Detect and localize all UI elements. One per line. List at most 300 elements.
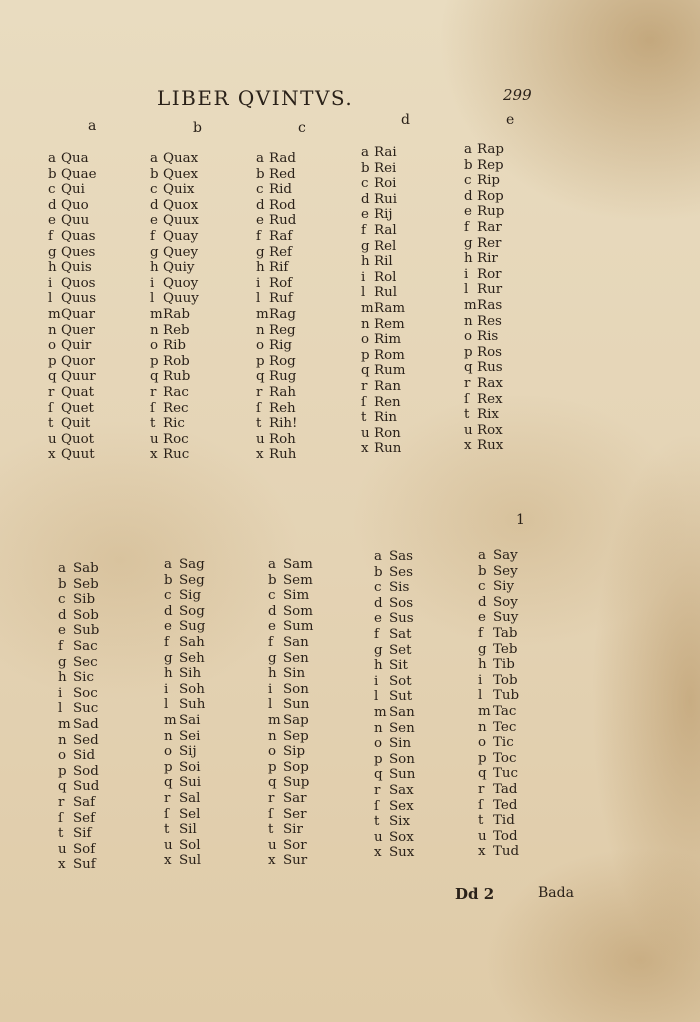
syllable-row — [478, 642, 519, 658]
syllable-row — [464, 392, 504, 408]
top-column-1 — [48, 151, 97, 463]
syllable-row — [374, 580, 415, 596]
syllable-row — [256, 182, 297, 198]
row-key: p — [268, 759, 277, 775]
syllable: Sac — [73, 638, 98, 654]
row-key: r — [478, 781, 485, 797]
syllable: Sif — [73, 826, 92, 842]
syllable: Run — [374, 441, 402, 457]
syllable: Tub — [493, 688, 520, 704]
syllable: Quuy — [163, 291, 199, 307]
syllable-row — [164, 557, 205, 573]
syllable: Sip — [283, 744, 306, 760]
row-key: m — [361, 300, 374, 316]
syllable: Quoy — [163, 275, 199, 291]
syllable-row — [361, 285, 405, 301]
row-key: f — [374, 626, 379, 642]
syllable: Rex — [477, 391, 503, 407]
syllable-row — [374, 752, 415, 768]
syllable-row — [48, 260, 97, 276]
row-key: r — [256, 384, 263, 400]
row-key: h — [256, 260, 265, 276]
syllable-row — [150, 401, 199, 417]
syllable: Set — [389, 642, 412, 658]
row-key: h — [58, 670, 67, 686]
row-key: a — [374, 549, 382, 564]
row-key: e — [48, 213, 56, 229]
syllable: Quet — [61, 400, 94, 416]
syllable: Ram — [374, 300, 406, 316]
syllable: Soy — [493, 594, 518, 610]
syllable-row — [150, 447, 199, 463]
row-key: ſ — [268, 806, 273, 822]
row-key: b — [374, 564, 383, 580]
syllable: Quax — [163, 151, 199, 166]
row-key: q — [150, 369, 159, 385]
row-key: l — [150, 291, 155, 307]
top-column-2 — [150, 151, 199, 463]
syllable: Sic — [73, 670, 94, 686]
syllable: Sen — [283, 650, 309, 666]
row-key: e — [464, 204, 472, 220]
syllable: Ran — [374, 378, 401, 394]
syllable-row — [478, 548, 519, 564]
syllable: Sex — [389, 798, 414, 814]
syllable-row — [150, 198, 199, 214]
row-key: g — [58, 654, 67, 670]
row-key: q — [48, 369, 57, 385]
syllable: Rip — [477, 173, 500, 189]
syllable: Suh — [179, 697, 206, 713]
syllable: San — [283, 634, 309, 650]
syllable: Ruh — [269, 447, 297, 463]
row-key: n — [164, 728, 173, 744]
syllable-row — [58, 842, 99, 858]
syllable: Rol — [374, 269, 397, 285]
syllable: Quex — [163, 166, 199, 182]
syllable-row — [58, 717, 99, 733]
syllable: Tob — [493, 672, 518, 688]
syllable-row — [478, 595, 519, 611]
syllable: Soi — [179, 759, 201, 775]
syllable: Rij — [374, 207, 393, 223]
syllable-row — [478, 720, 519, 736]
row-key: o — [48, 338, 57, 354]
row-key: n — [48, 322, 57, 338]
syllable-row — [268, 651, 314, 667]
syllable: Soh — [179, 681, 205, 697]
row-key: i — [268, 681, 273, 697]
syllable: Res — [477, 313, 502, 329]
row-key: f — [150, 228, 155, 244]
syllable: Rog — [269, 353, 296, 369]
top-column-4 — [361, 145, 405, 457]
row-key: ſ — [164, 806, 169, 822]
syllable-row — [48, 276, 97, 292]
row-key: b — [256, 166, 265, 182]
row-key: d — [48, 197, 57, 213]
syllable-row — [268, 791, 314, 807]
syllable-row — [48, 245, 97, 261]
syllable: Rum — [374, 363, 406, 379]
row-key: t — [268, 822, 274, 838]
syllable-row — [164, 822, 205, 838]
syllable-row — [48, 182, 97, 198]
row-key: n — [150, 322, 159, 338]
signature-mark: Dd 2 — [455, 885, 495, 903]
row-key: q — [374, 767, 383, 783]
syllable: Ses — [389, 564, 413, 580]
syllable: Sub — [73, 623, 100, 639]
syllable-row — [464, 423, 504, 439]
syllable: Sem — [283, 572, 313, 588]
row-key: n — [374, 720, 383, 736]
row-key: p — [478, 750, 487, 766]
syllable: Rei — [374, 160, 397, 176]
row-key: o — [164, 744, 173, 760]
syllable-row — [374, 736, 415, 752]
syllable-row — [268, 697, 314, 713]
row-key: l — [361, 285, 366, 301]
syllable: Rur — [477, 282, 503, 298]
column-letter-d: d — [401, 112, 410, 128]
syllable-row — [464, 314, 504, 330]
row-key: i — [48, 275, 53, 291]
row-key: u — [256, 431, 265, 447]
syllable: Quar — [61, 306, 95, 322]
row-key: i — [58, 685, 63, 701]
syllable-row — [150, 213, 199, 229]
syllable: Quu — [61, 213, 90, 229]
row-key: q — [58, 779, 67, 795]
syllable-row — [164, 713, 205, 729]
syllable: Sit — [389, 658, 408, 674]
row-key: r — [150, 384, 157, 400]
row-key: r — [361, 378, 368, 394]
row-key: g — [464, 235, 473, 251]
syllable-row — [48, 369, 97, 385]
syllable-row — [58, 826, 99, 842]
syllable: Sos — [389, 595, 414, 611]
syllable: Rod — [269, 197, 296, 213]
syllable: Sap — [283, 712, 309, 728]
row-key: b — [464, 157, 473, 173]
syllable-row — [374, 767, 415, 783]
syllable: Ted — [493, 797, 518, 813]
syllable: Quix — [163, 182, 195, 198]
row-key: ſ — [58, 810, 63, 826]
syllable-row — [58, 764, 99, 780]
row-key: ſ — [361, 394, 366, 410]
syllable: Sab — [73, 561, 99, 576]
row-key: n — [361, 316, 370, 332]
syllable: Seg — [179, 572, 205, 588]
row-key: x — [48, 447, 56, 463]
syllable: Rib — [163, 338, 186, 354]
syllable: Sil — [179, 822, 197, 838]
row-key: x — [478, 844, 486, 860]
syllable: Rof — [269, 275, 293, 291]
row-key: l — [268, 697, 273, 713]
syllable-row — [374, 689, 415, 705]
row-key: q — [464, 360, 473, 376]
syllable-row — [374, 596, 415, 612]
syllable: Sin — [389, 736, 412, 752]
syllable-row — [374, 721, 415, 737]
syllable-row — [374, 627, 415, 643]
syllable: Red — [269, 166, 296, 182]
syllable-row — [374, 845, 415, 861]
syllable-row — [150, 369, 199, 385]
syllable-row — [256, 338, 297, 354]
row-key: b — [58, 576, 67, 592]
syllable: Quit — [61, 416, 91, 432]
row-key: e — [374, 611, 382, 627]
row-key: d — [374, 595, 383, 611]
row-key: b — [48, 166, 57, 182]
syllable: Rai — [374, 145, 397, 160]
syllable: Sox — [389, 829, 414, 845]
syllable: Rec — [163, 400, 189, 416]
syllable: Sof — [73, 841, 96, 857]
row-key: i — [478, 672, 483, 688]
syllable: Sob — [73, 607, 99, 623]
row-key: m — [478, 703, 491, 719]
syllable-row — [150, 276, 199, 292]
syllable-row — [361, 379, 405, 395]
syllable: Rux — [477, 438, 504, 454]
syllable: Sor — [283, 837, 307, 853]
syllable-row — [58, 748, 99, 764]
syllable: Sah — [179, 634, 205, 650]
syllable-row — [478, 579, 519, 595]
syllable: Quay — [163, 228, 199, 244]
syllable-row — [48, 307, 97, 323]
row-key: m — [164, 712, 177, 728]
syllable-row — [58, 577, 99, 593]
syllable-row — [256, 167, 297, 183]
bottom-column-5 — [478, 548, 519, 860]
row-key: g — [361, 238, 370, 254]
syllable-row — [150, 291, 199, 307]
syllable: Sog — [179, 603, 205, 619]
row-key: l — [48, 291, 53, 307]
syllable: Roi — [374, 176, 397, 192]
syllable: Tad — [493, 781, 518, 797]
row-key: r — [374, 782, 381, 798]
syllable-row — [58, 779, 99, 795]
syllable: Sus — [389, 611, 414, 627]
row-key: d — [268, 603, 277, 619]
syllable-row — [256, 229, 297, 245]
syllable-row — [361, 207, 405, 223]
row-key: r — [48, 384, 55, 400]
syllable-row — [268, 713, 314, 729]
syllable-row — [164, 791, 205, 807]
syllable-row — [374, 565, 415, 581]
row-key: u — [464, 422, 473, 438]
syllable: Sot — [389, 673, 412, 689]
syllable: Sol — [179, 837, 201, 853]
row-key: l — [374, 689, 379, 705]
separator-mark: 1 — [516, 512, 525, 528]
row-key: o — [268, 744, 277, 760]
row-key: u — [268, 837, 277, 853]
row-key: c — [361, 176, 369, 192]
row-key: d — [58, 607, 67, 623]
syllable-row — [464, 236, 504, 252]
row-key: n — [478, 719, 487, 735]
syllable-row — [150, 385, 199, 401]
syllable: Tib — [493, 657, 515, 673]
syllable: Rad — [269, 151, 296, 166]
syllable-row — [361, 348, 405, 364]
syllable: Son — [283, 681, 309, 697]
row-key: u — [150, 431, 159, 447]
syllable-row — [256, 151, 297, 167]
syllable-row — [256, 276, 297, 292]
syllable-row — [164, 604, 205, 620]
syllable: Ruc — [163, 447, 190, 463]
row-key: o — [478, 735, 487, 751]
row-key: t — [256, 416, 262, 432]
syllable-row — [150, 354, 199, 370]
syllable-row — [361, 363, 405, 379]
syllable-row — [361, 239, 405, 255]
row-key: n — [58, 732, 67, 748]
syllable-row — [478, 673, 519, 689]
syllable: Sef — [73, 810, 96, 826]
syllable: Sib — [73, 592, 96, 608]
syllable-row — [164, 775, 205, 791]
row-key: t — [48, 416, 54, 432]
row-key: a — [464, 142, 472, 157]
syllable: Roh — [269, 431, 296, 447]
syllable: Suf — [73, 857, 96, 873]
syllable-row — [268, 557, 314, 573]
catchword: Bada — [538, 885, 574, 901]
syllable-row — [58, 701, 99, 717]
syllable: Sun — [283, 697, 310, 713]
row-key: g — [256, 244, 265, 260]
row-key: e — [58, 623, 66, 639]
syllable-row — [256, 447, 297, 463]
row-key: r — [464, 375, 471, 391]
row-key: d — [164, 603, 173, 619]
row-key: p — [361, 347, 370, 363]
syllable-row — [374, 674, 415, 690]
syllable: Quas — [61, 228, 96, 244]
row-key: f — [164, 634, 169, 650]
row-key: f — [478, 625, 483, 641]
syllable-row — [268, 635, 314, 651]
syllable-row — [58, 857, 99, 873]
syllable-row — [374, 783, 415, 799]
row-key: t — [164, 822, 170, 838]
syllable-row — [164, 744, 205, 760]
syllable: Sul — [179, 853, 202, 869]
row-key: u — [478, 828, 487, 844]
syllable: Quox — [163, 197, 199, 213]
row-key: t — [464, 407, 470, 423]
syllable-row — [48, 416, 97, 432]
syllable-row — [164, 635, 205, 651]
syllable-row — [256, 307, 297, 323]
syllable-row — [48, 354, 97, 370]
column-letter-e: e — [506, 112, 515, 128]
syllable-row — [164, 619, 205, 635]
row-key: a — [256, 151, 264, 166]
syllable-row — [361, 145, 405, 161]
syllable-row — [374, 611, 415, 627]
row-key: c — [164, 588, 172, 604]
row-key: o — [58, 748, 67, 764]
syllable-row — [48, 167, 97, 183]
row-key: i — [374, 673, 379, 689]
row-key: a — [361, 145, 369, 160]
row-key: o — [361, 332, 370, 348]
row-key: q — [256, 369, 265, 385]
row-key: m — [256, 306, 269, 322]
row-key: m — [374, 704, 387, 720]
syllable-row — [464, 251, 504, 267]
syllable: Sih — [179, 666, 202, 682]
row-key: o — [374, 736, 383, 752]
bottom-column-3 — [268, 557, 314, 869]
syllable-row — [164, 573, 205, 589]
syllable: Sel — [179, 806, 201, 822]
syllable-row — [268, 838, 314, 854]
syllable-row — [464, 189, 504, 205]
syllable: Sis — [389, 580, 410, 596]
row-key: u — [48, 431, 57, 447]
syllable: Quor — [61, 353, 96, 369]
syllable: Rih! — [269, 416, 298, 432]
row-key: t — [478, 813, 484, 829]
syllable: Sid — [73, 748, 96, 764]
syllable: Rox — [477, 422, 503, 438]
syllable-row — [58, 733, 99, 749]
syllable: Rul — [374, 285, 397, 301]
row-key: h — [374, 658, 383, 674]
row-key: d — [150, 197, 159, 213]
syllable: Quis — [61, 260, 92, 276]
syllable-row — [374, 549, 415, 565]
row-key: m — [464, 297, 477, 313]
syllable: Ron — [374, 425, 401, 441]
row-key: q — [478, 766, 487, 782]
syllable-row — [58, 686, 99, 702]
syllable-row — [268, 588, 314, 604]
syllable-row — [361, 410, 405, 426]
bottom-column-4 — [374, 549, 415, 861]
syllable-row — [268, 729, 314, 745]
row-key: ſ — [48, 400, 53, 416]
syllable: Quos — [61, 275, 96, 291]
row-key: r — [58, 794, 65, 810]
syllable-row — [150, 338, 199, 354]
syllable-row — [48, 385, 97, 401]
syllable-row — [256, 323, 297, 339]
syllable-row — [58, 795, 99, 811]
syllable-row — [256, 401, 297, 417]
row-key: ſ — [150, 400, 155, 416]
row-key: e — [478, 610, 486, 626]
syllable: Rap — [477, 142, 504, 157]
syllable: Tic — [493, 735, 514, 751]
row-key: t — [150, 416, 156, 432]
syllable-row — [478, 766, 519, 782]
